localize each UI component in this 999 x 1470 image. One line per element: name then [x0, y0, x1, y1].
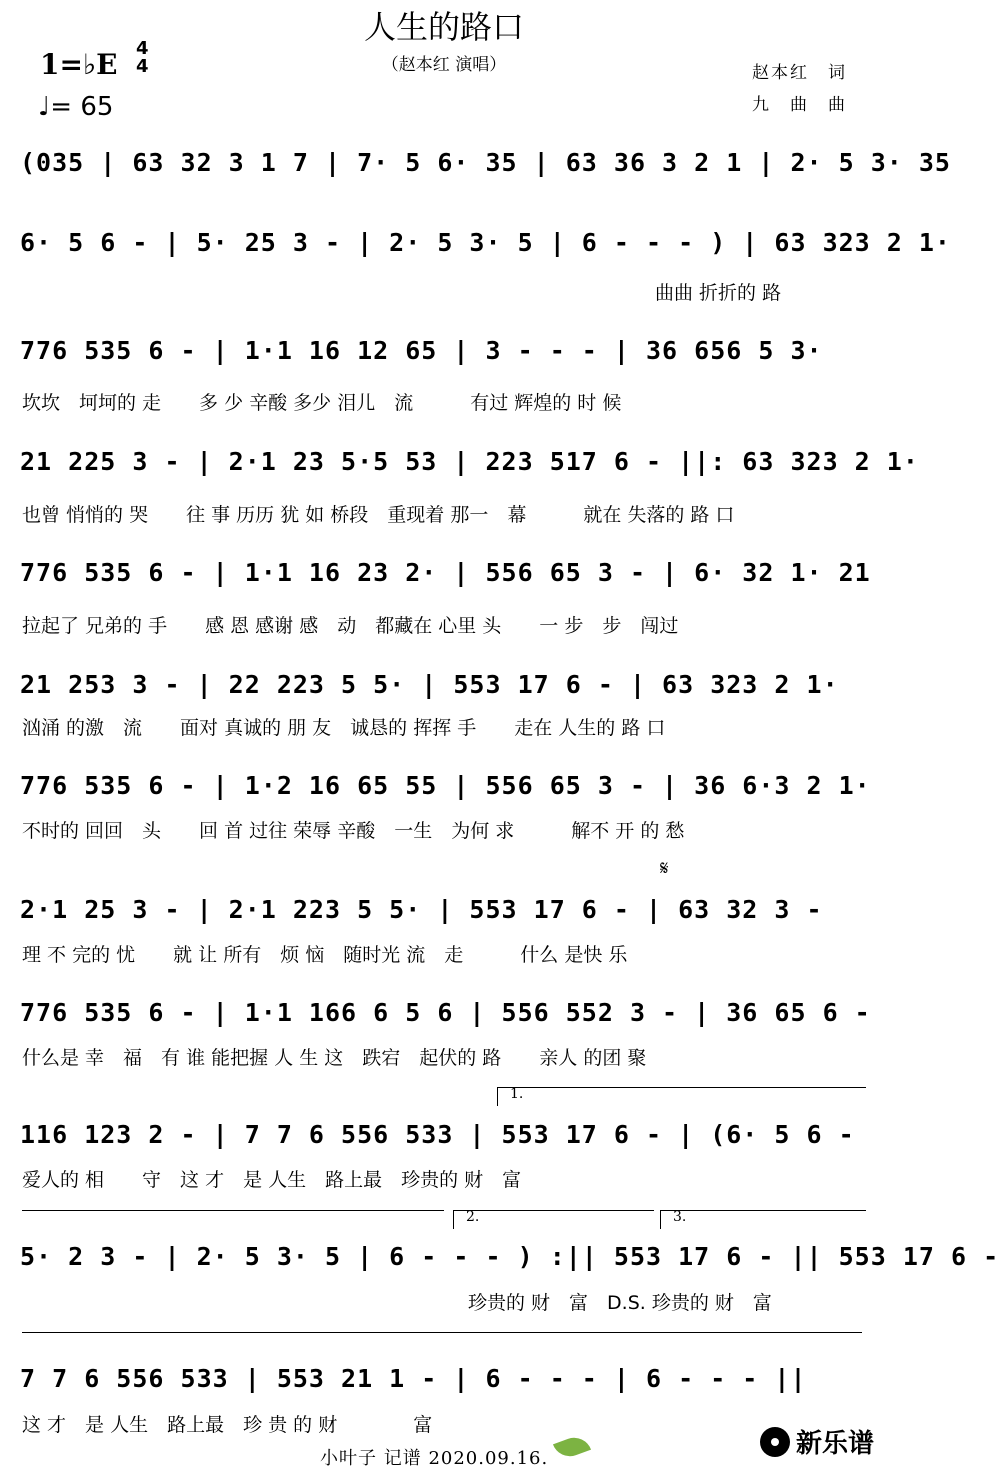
performer-subtitle: （赵本红 演唱） — [381, 55, 507, 75]
notation-line: 116 123 2 - | 7 7 6 556 533 | 553 17 6 - | (6· 5 6 - — [20, 1120, 855, 1149]
lyric-line: 什么是 幸 福 有 谁 能把握 人 生 这 跌宕 起伏的 路 亲人 的团 聚 — [22, 1047, 647, 1069]
lyric-line: 理 不 完的 忧 就 让 所有 烦 恼 随时光 流 走 什么 是快 乐 — [22, 944, 628, 966]
lyric-line: 爱人的 相 守 这 才 是 人生 路上最 珍贵的 财 富 — [22, 1169, 522, 1191]
music-disc-icon — [760, 1427, 790, 1457]
lyricist-credit: 赵本红 词 — [752, 63, 847, 83]
notation-line: 776 535 6 - | 1·2 16 65 55 | 556 65 3 - | 36 6·3 2 1· — [20, 771, 871, 800]
key-signature: 1=♭E — [40, 48, 118, 81]
notation-line: 5· 2 3 - | 2· 5 3· 5 | 6 - - - ) :|| 553 17 6 - || 553 17 6 - — [20, 1242, 999, 1271]
notation-line: 21 253 3 - | 22 223 5 5· | 553 17 6 - | 63 323 2 1· — [20, 670, 839, 699]
leaf-icon — [553, 1433, 591, 1462]
ending-continuation-rule — [22, 1210, 444, 1211]
lyric-line: 这 才 是 人生 路上最 珍 贵 的 财 富 — [22, 1414, 433, 1436]
ending-bracket-1: 1. — [497, 1087, 866, 1106]
lyric-line: 也曾 悄悄的 哭 往 事 历历 犹 如 桥段 重现着 那一 幕 就在 失落的 路 口 — [22, 504, 735, 526]
site-logo[interactable] — [760, 1423, 874, 1460]
lyric-line: 珍贵的 财 富 D.S. 珍贵的 财 富 — [468, 1292, 772, 1314]
notation-line: 776 535 6 - | 1·1 16 12 65 | 3 - - - | 36 656 5 3· — [20, 336, 823, 365]
final-system-rule — [22, 1332, 862, 1333]
meter-top: 4 — [136, 38, 149, 59]
notation-line: 776 535 6 - | 1·1 166 6 5 6 | 556 552 3 - | 36 65 6 - — [20, 998, 871, 1027]
logo-text: 新乐谱 — [796, 1429, 875, 1459]
lyric-line: 曲曲 折折的 路 — [655, 282, 782, 304]
notation-line: 7 7 6 556 533 | 553 21 1 - | 6 - - - | 6 - - - || — [20, 1364, 807, 1393]
notation-line: 776 535 6 - | 1·1 16 23 2· | 556 65 3 - | 6· 32 1· 21 — [20, 558, 871, 587]
notation-line: (035 | 63 32 3 1 7 | 7· 5 6· 35 | 63 36 3 2 1 | 2· 5 3· 35 — [20, 148, 951, 177]
lyric-line: 不时的 回回 头 回 首 过往 荣辱 辛酸 一生 为何 求 解不 开 的 愁 — [22, 820, 685, 842]
notation-line: 21 225 3 - | 2·1 23 5·5 53 | 223 517 6 - ||: 63 323 2 1· — [20, 447, 919, 476]
notation-line: 6· 5 6 - | 5· 25 3 - | 2· 5 3· 5 | 6 - - - ) | 63 323 2 1· — [20, 228, 951, 257]
time-signature — [136, 40, 149, 76]
ending-bracket-3: 3. — [660, 1210, 866, 1229]
lyric-line: 坎坎 坷坷的 走 多 少 辛酸 多少 泪儿 流 有过 辉煌的 时 候 — [22, 392, 622, 414]
tempo-mark: ♩= 65 — [38, 92, 114, 122]
lyric-line: 拉起了 兄弟的 手 感 恩 感谢 感 动 都藏在 心里 头 一 步 步 闯过 — [22, 615, 679, 637]
song-title: 人生的路口 — [363, 8, 524, 46]
meter-bottom: 4 — [136, 56, 149, 77]
composer-credit: 九 曲 曲 — [752, 95, 847, 115]
ending-bracket-2: 2. — [453, 1210, 654, 1229]
transcriber-footer: 小叶子 记谱 2020.09.16. — [320, 1448, 549, 1469]
segno-sign: 𝄋 — [660, 856, 669, 880]
notation-line: 2·1 25 3 - | 2·1 223 5 5· | 553 17 6 - | 63 32 3 - — [20, 895, 823, 924]
lyric-line: 汹涌 的激 流 面对 真诚的 朋 友 诚恳的 挥挥 手 走在 人生的 路 口 — [22, 717, 666, 739]
